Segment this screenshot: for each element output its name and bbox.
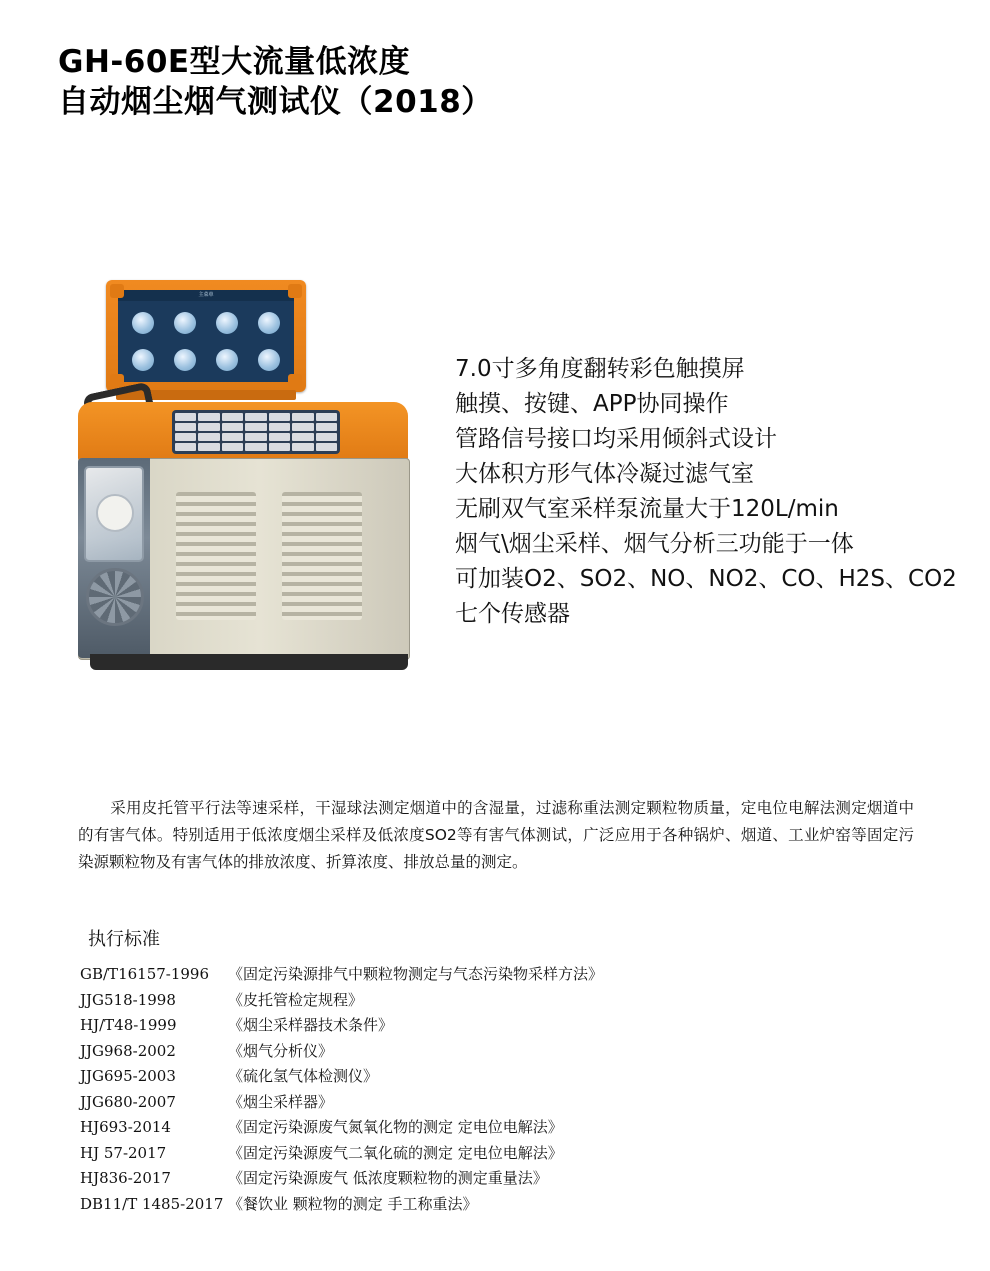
standard-code: JJG518-1998 xyxy=(80,990,176,1009)
standard-code: GB/T16157-1996 xyxy=(80,965,210,983)
feature-item-6: 烟气\烟尘采样、烟气分析三功能于一体 xyxy=(455,531,854,557)
vent-grille-right xyxy=(282,492,362,620)
standard-name: 《固定污染源废气二氧化硫的测定 定电位电解法》 xyxy=(228,1143,563,1162)
table-row xyxy=(80,1039,910,1065)
table-row xyxy=(80,988,910,1014)
standard-name: 《烟气分析仪》 xyxy=(228,1041,334,1060)
standard-name: 《烟尘采样器技术条件》 xyxy=(228,1016,394,1034)
screen-icon-7 xyxy=(216,349,238,371)
page-title xyxy=(58,42,758,122)
standard-code: HJ836-2017 xyxy=(80,1169,171,1187)
device-illustration xyxy=(60,262,440,682)
table-row xyxy=(80,1013,910,1039)
page-title-line-2: 自动烟尘烟气测试仪（2018） xyxy=(58,84,493,120)
standard-name: 《硫化氢气体检测仪》 xyxy=(228,1067,379,1085)
device-base xyxy=(90,654,408,670)
screen-icon-3 xyxy=(216,312,238,334)
screen-icon-5 xyxy=(132,349,154,371)
feature-item-4: 大体积方形气体冷凝过滤气室 xyxy=(455,461,754,487)
product-image xyxy=(60,262,440,682)
standard-code: HJ693-2014 xyxy=(80,1118,171,1136)
table-row xyxy=(80,962,910,988)
standard-code: HJ 57-2017 xyxy=(80,1143,167,1162)
feature-item-8: 七个传感器 xyxy=(455,601,570,627)
feature-list xyxy=(455,352,955,632)
screen-icon-grid xyxy=(124,306,288,376)
screen-icon-8 xyxy=(258,349,280,371)
standard-name: 《固定污染源废气氮氧化物的测定 定电位电解法》 xyxy=(228,1118,563,1136)
standard-code: DB11/T 1485-2017 xyxy=(80,1194,224,1213)
cooling-fan xyxy=(86,568,144,626)
lid-corner-tl xyxy=(110,284,124,298)
device-keypad xyxy=(172,410,340,454)
feature-item-7: 可加装O2、SO2、NO、NO2、CO、H2S、CO2 xyxy=(455,566,957,592)
standard-code: HJ/T48-1999 xyxy=(80,1016,177,1034)
screen-icon-6 xyxy=(174,349,196,371)
description-paragraph xyxy=(78,795,914,876)
standard-name: 《固定污染源废气 低浓度颗粒物的测定重量法》 xyxy=(228,1169,548,1187)
feature-item-1: 7.0寸多角度翻转彩色触摸屏 xyxy=(455,356,745,382)
screen-icon-4 xyxy=(258,312,280,334)
device-lid xyxy=(106,280,306,392)
feature-item-3: 管路信号接口均采用倾斜式设计 xyxy=(455,426,777,452)
standard-name: 《皮托管检定规程》 xyxy=(228,990,364,1009)
standard-name: 《固定污染源排气中颗粒物测定与气态污染物采样方法》 xyxy=(228,965,604,983)
lid-corner-br xyxy=(288,374,302,388)
table-row xyxy=(80,1166,910,1192)
standard-code: JJG968-2002 xyxy=(80,1041,176,1060)
standard-name: 《烟尘采样器》 xyxy=(228,1092,334,1111)
feature-item-5: 无刷双气室采样泵流量大于120L/min xyxy=(455,496,839,522)
feature-item-2: 触摸、按键、APP协同操作 xyxy=(455,391,729,417)
condenser-chamber xyxy=(84,466,144,562)
table-row xyxy=(80,1141,910,1167)
standards-heading: 执行标准 xyxy=(88,929,160,950)
table-row xyxy=(80,1064,910,1090)
standard-name: 《餐饮业 颗粒物的测定 手工称重法》 xyxy=(228,1194,478,1213)
table-row xyxy=(80,1090,910,1116)
table-row xyxy=(80,1192,910,1218)
screen-icon-1 xyxy=(132,312,154,334)
screen-icon-2 xyxy=(174,312,196,334)
vent-grille-left xyxy=(176,492,256,620)
table-row xyxy=(80,1115,910,1141)
device-touchscreen xyxy=(118,290,294,382)
standard-code: JJG695-2003 xyxy=(80,1067,176,1085)
standard-code: JJG680-2007 xyxy=(80,1092,176,1111)
lid-corner-bl xyxy=(110,374,124,388)
screen-header-title: 主菜单 xyxy=(118,290,294,301)
page-title-line-1: GH-60E型大流量低浓度 xyxy=(58,44,411,80)
lid-corner-tr xyxy=(288,284,302,298)
description-text: 采用皮托管平行法等速采样，干湿球法测定烟道中的含湿量，过滤称重法测定颗粒物质量，定电位电解法测定烟道中的有害气体。特别适用于低浓度烟尘采样及低浓度SO2等有害气体测试，广泛应用于各种锅炉、烟道、工业炉窑等固定污染源颗粒物及有害气体的排放浓度、折算浓度、排放总量的测定。 xyxy=(78,799,914,871)
standards-table xyxy=(80,962,910,1217)
